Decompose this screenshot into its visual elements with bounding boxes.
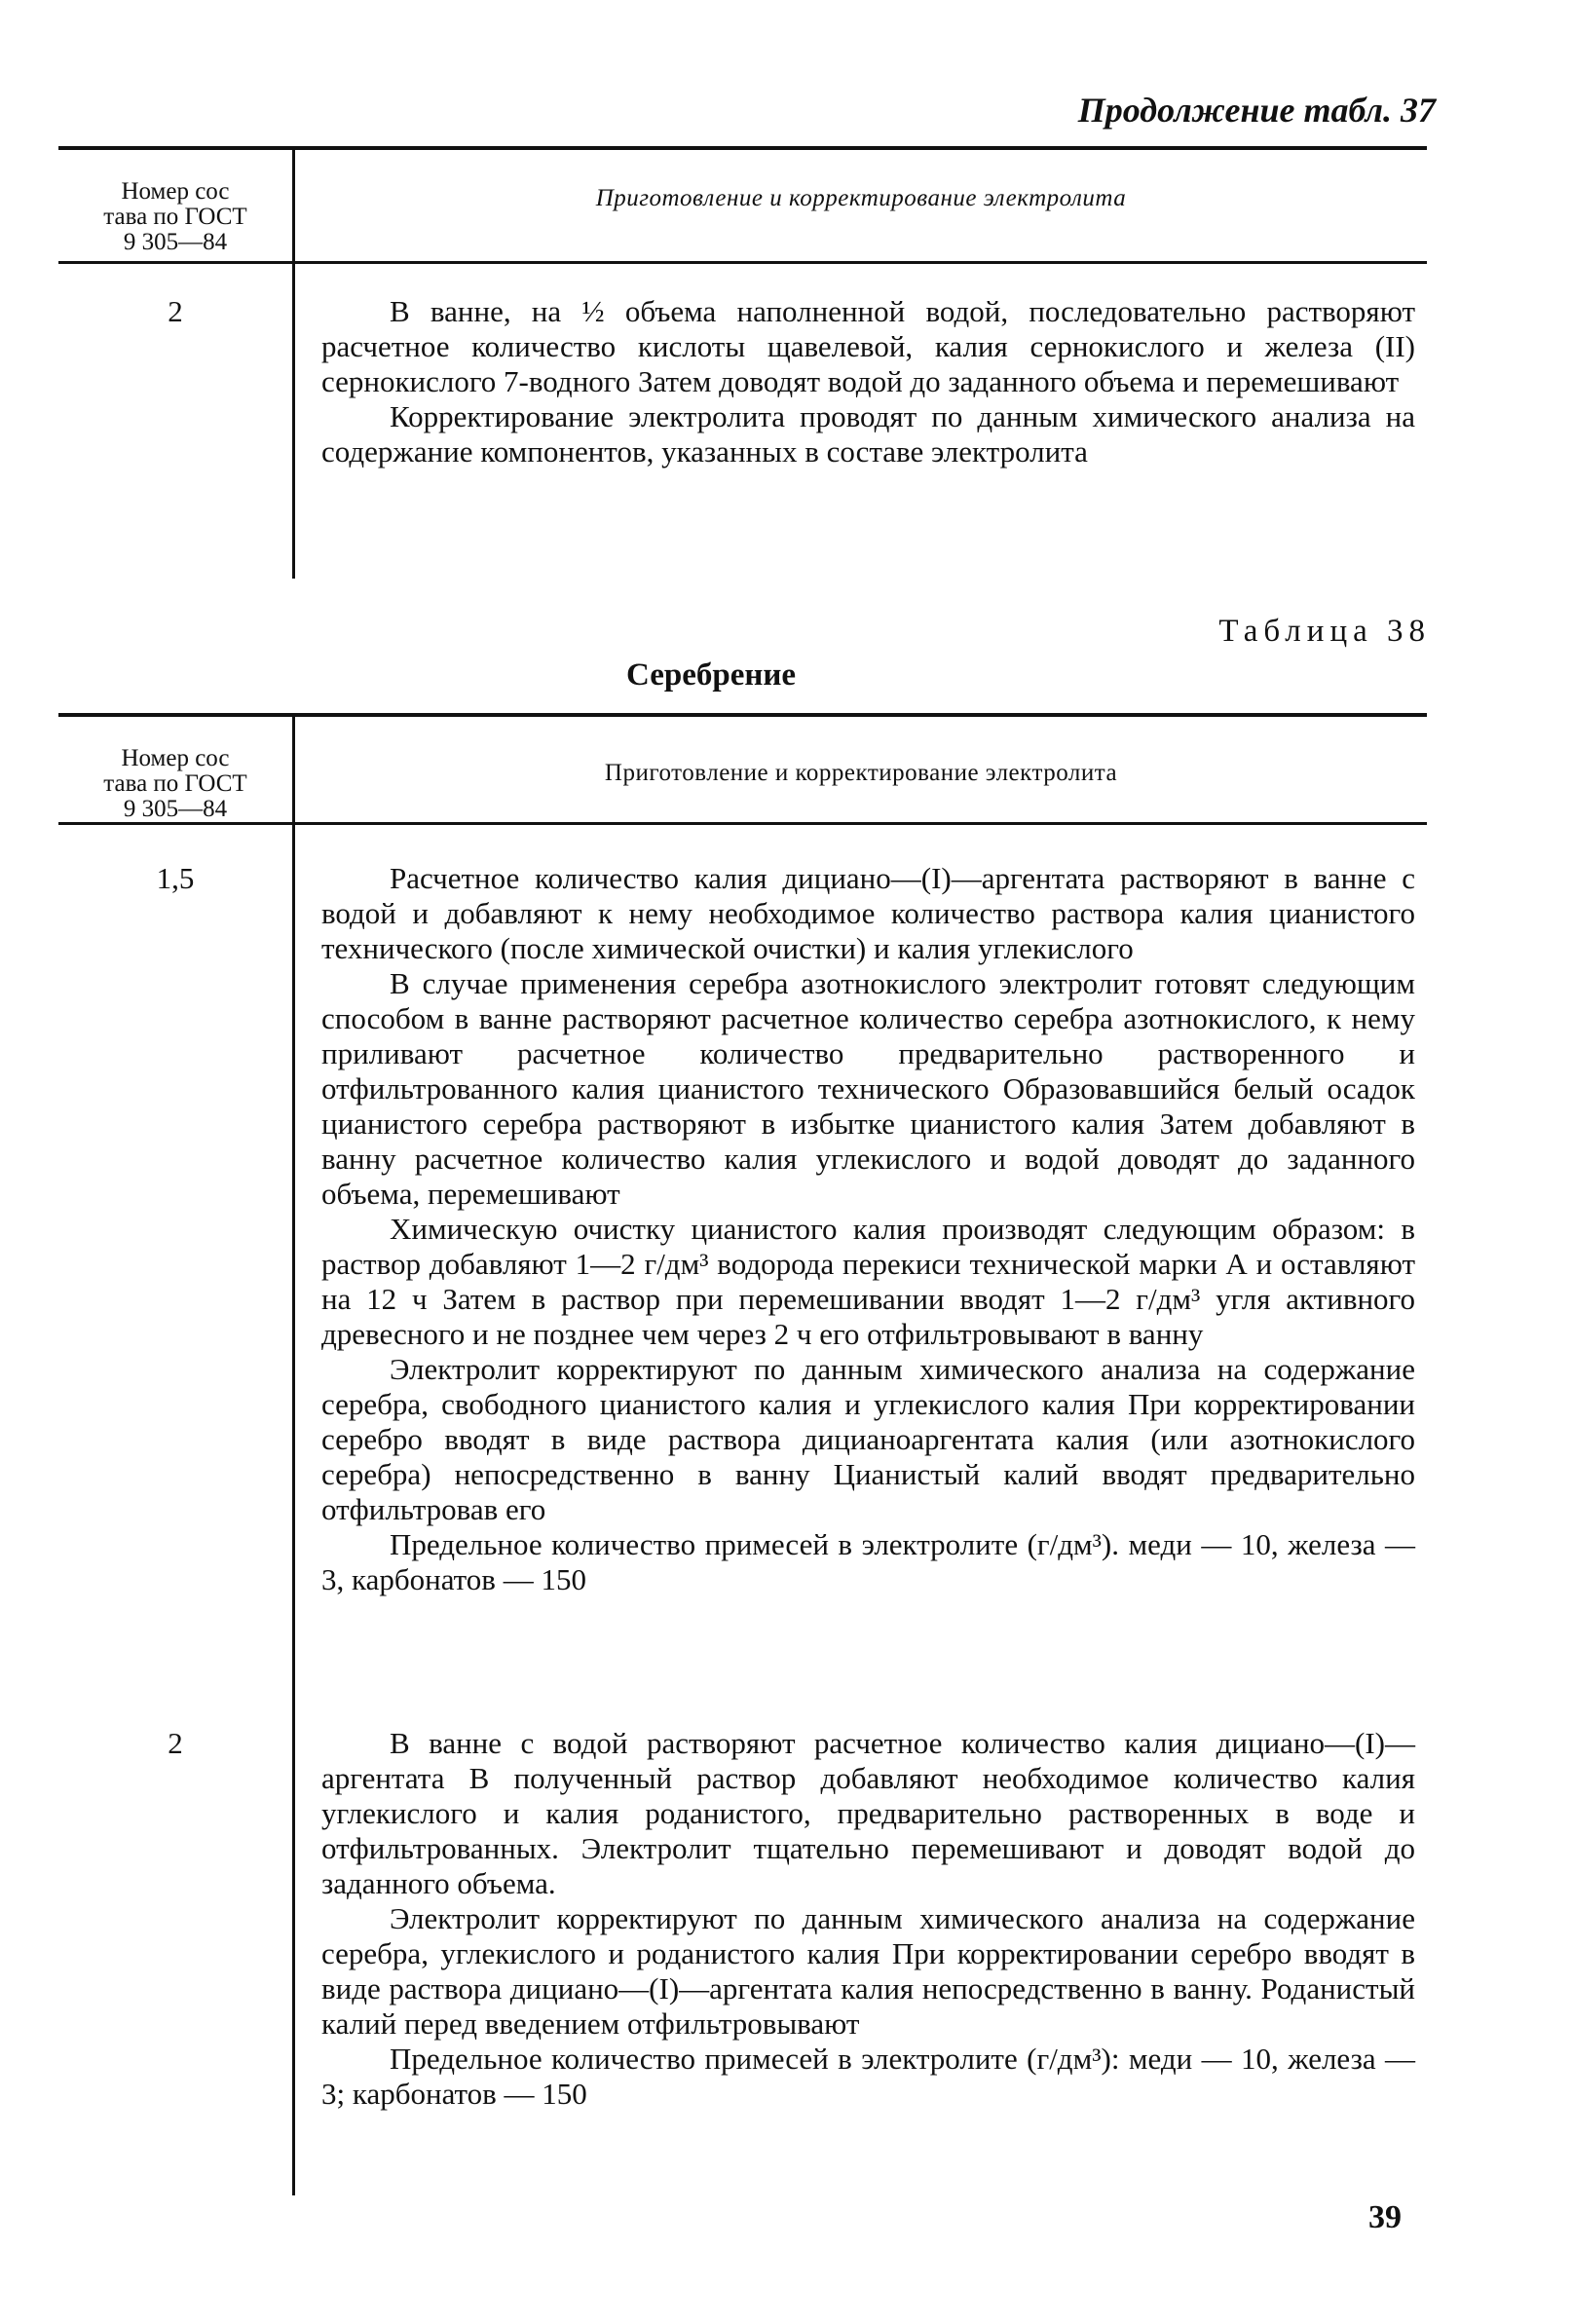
- running-header: Продолжение табл. 37: [1077, 91, 1436, 130]
- column-header-number: [58, 746, 292, 822]
- table-38: [58, 713, 1427, 2203]
- column-header-line: тава по ГОСТ: [103, 204, 247, 230]
- paragraph: В ванне с водой растворяют расчетное количество калия дициано—(I)—аргентата В полученный раствор добавляют необходимое количество калия углекислого и калия роданистого, предварительно растворенных в воде и отфильтрованных. Электролит тщательно перемешивают и доводят водой до заданного объема.: [321, 1726, 1415, 1900]
- column-header-line: Номер сос: [121, 178, 230, 205]
- paragraph: Предельное количество примесей в электролите (г/дм³): меди — 10, железа — 3; карбонатов — 150: [321, 2042, 1415, 2111]
- column-header-line: тава по ГОСТ: [103, 770, 247, 797]
- table-title: Серебрение: [625, 657, 797, 693]
- table-37: [58, 146, 1427, 584]
- column-header-preparation: Приготовление и корректирование электролита: [595, 185, 1127, 211]
- paragraph: Корректирование электролита проводят по данным химического анализа на содержание компонентов, указанных в составе электролита: [321, 399, 1415, 469]
- paragraph: Электролит корректируют по данным химического анализа на содержание серебра, свободного цианистого калия и углекислого калия При корректировании серебро вводят в виде раствора дицианоаргентата калия (или азотнокислого серебра) непосредственно в ванну Цианистый калий вводят предварительно отфильтровав его: [321, 1352, 1415, 1526]
- paragraph: Предельное количество примесей в электролите (г/дм³). меди — 10, железа — 3, карбонатов — 150: [321, 1527, 1415, 1596]
- paragraph: Электролит корректируют по данным химического анализа на содержание серебра, углекислого и роданистого калия При корректировании серебро вводят в виде раствора дициано—(I)—аргентата калия непосредственно в ванну. Роданистый калий перед введением отфильтровывают: [321, 1901, 1415, 2041]
- header-rule: [58, 822, 1427, 825]
- page-number: 39: [1368, 2199, 1402, 2235]
- paragraph: Химическую очистку цианистого калия производят следующим образом: в раствор добавляют 1—2 г/дм³ водорода перекиси технической марки А и оставляют на 12 ч Затем в раствор при перемешивании вводят 1—2 г/дм³ угля активного древесного и не позднее чем через 2 ч его отфильтровывают в ванну: [321, 1212, 1415, 1351]
- column-header-line: 9 305—84: [123, 796, 228, 822]
- row-text: [321, 1726, 1415, 2112]
- row-number: 2: [168, 1726, 183, 1760]
- header-rule: [58, 261, 1427, 264]
- row-number: 2: [168, 294, 183, 328]
- paragraph: В ванне, на ½ объема наполненной водой, последовательно растворяют расчетное количество кислоты щавелевой, калия сернокислого и железа (II) сернокислого 7-водного Затем доводят водой до заданного объема и перемешивают: [321, 294, 1415, 398]
- column-header-number: [58, 179, 292, 255]
- table-top-rule: [58, 713, 1427, 717]
- column-header-line: Номер сос: [121, 745, 230, 771]
- paragraph: В случае применения серебра азотнокислого электролит готовят следующим способом в ванне растворяют расчетное количество серебра азотнокислого, к нему приливают расчетное количество предварительно растворенного и отфильтрованного калия цианистого технического Образовавшийся белый осадок цианистого серебра растворяют в избытке цианистого калия Затем добавляют в ванну расчетное количество калия углекислого и водой доводят до заданного объема, перемешивают: [321, 966, 1415, 1211]
- column-header-preparation: Приготовление и корректирование электролита: [604, 760, 1118, 786]
- row-text: [321, 294, 1415, 469]
- column-divider: [292, 150, 295, 579]
- row-number: 1,5: [156, 861, 195, 895]
- column-divider: [292, 717, 295, 2195]
- table-top-rule: [58, 146, 1427, 150]
- column-header-line: 9 305—84: [123, 229, 228, 255]
- table-label: Таблица 38: [1218, 614, 1431, 649]
- paragraph: Расчетное количество калия дициано—(I)—аргентата растворяют в ванне с водой и добавляют к нему необходимое количество раствора калия цианистого технического (после химической очистки) и калия углекислого: [321, 861, 1415, 965]
- row-text: [321, 861, 1415, 1597]
